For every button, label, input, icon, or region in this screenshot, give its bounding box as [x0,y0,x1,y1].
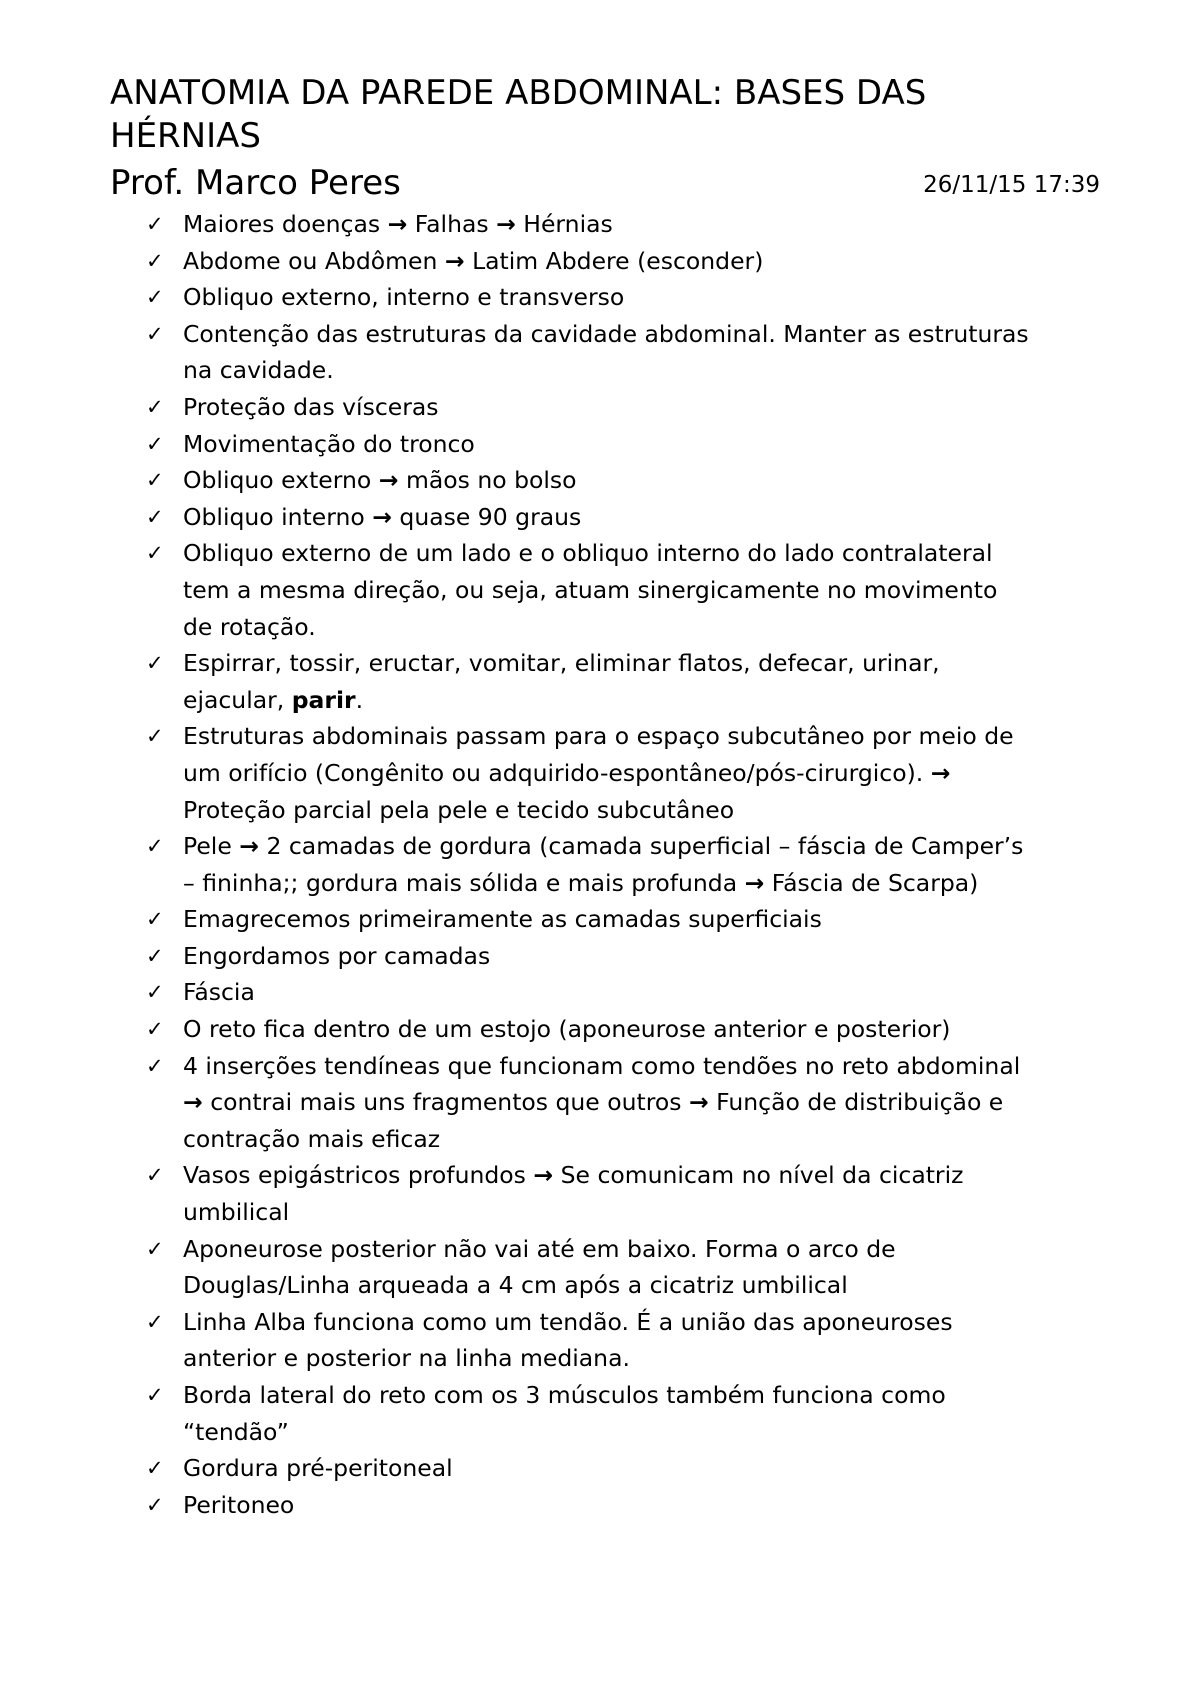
check-icon: ✓ [146,651,164,676]
timestamp: 26/11/15 17:39 [923,172,1100,198]
check-icon: ✓ [146,1456,164,1481]
list-item: ✓ Emagrecemos primeiramente as camadas superficiais [110,901,1070,938]
arrow-right-icon: → [744,868,765,897]
document-title [110,72,1070,158]
check-icon: ✓ [146,1236,164,1261]
check-icon: ✓ [146,1017,164,1042]
list-item: ✓ Abdome ou Abdômen → Latim Abdere (esconder) [110,243,1070,280]
author-row [110,160,1100,206]
list-item: ✓ Obliquo externo → mãos no bolso [110,462,1070,499]
arrow-right-icon: → [183,1088,203,1117]
check-icon: ✓ [146,431,164,456]
arrow-right-icon: → [387,210,408,238]
arrow-right-icon: → [378,466,399,495]
list-item: ✓ Gordura pré-peritoneal [110,1450,1070,1487]
check-icon: ✓ [146,1383,164,1407]
list-item: ✓ Maiores doenças → Falhas → Hérnias [110,206,1070,243]
check-icon: ✓ [146,980,164,1005]
arrow-right-icon: → [533,1161,554,1190]
list-item: ✓ Proteção das vísceras [110,389,1070,426]
check-icon: ✓ [146,248,164,273]
list-item: ✓ Obliquo externo de um lado e o obliquo interno do lado contralateral tem a mesma direção, ou seja, atuam sinergicamente no movimento de rotação. [110,535,1070,645]
check-icon: ✓ [146,834,164,859]
check-icon: ✓ [146,724,164,749]
check-icon: ✓ [146,541,164,566]
list-item: ✓ 4 inserções tendíneas que funcionam como tendões no reto abdominal → contrai mais uns fragmentos que outros → Função de distribuição e contração mais eficaz [110,1048,1070,1158]
arrow-right-icon: → [372,502,392,531]
list-item: ✓ Aponeurose posterior não vai até em baixo. Forma o arco de Douglas/Linha arqueada a 4 cm após a cicatriz umbilical [110,1231,1070,1304]
check-icon: ✓ [146,1163,164,1188]
title-line-1: ANATOMIA DA PAREDE ABDOMINAL: BASES DAS [110,73,927,113]
check-icon: ✓ [146,285,164,310]
check-icon: ✓ [146,1309,164,1334]
list-item: ✓ Borda lateral do reto com os 3 músculos também funciona como “tendão” [110,1377,1070,1450]
check-icon: ✓ [146,1492,164,1517]
check-icon: ✓ [146,504,164,529]
list-item: ✓ Linha Alba funciona como um tendão. É a união das aponeuroses anterior e posterior na linha mediana. [110,1304,1070,1377]
list-item: ✓ Peritoneo [110,1487,1070,1524]
list-item: ✓ Estruturas abdominais passam para o espaço subcutâneo por meio de um orifício (Congênito ou adquirido-espontâneo/pós-cirurgico). → Proteção parcial pela pele e tecido subcutâneo [110,718,1070,828]
check-icon: ✓ [146,943,164,968]
list-item: ✓ Obliquo externo, interno e transverso [110,279,1070,316]
list-item: ✓ Vasos epigástricos profundos → Se comunicam no nível da cicatriz umbilical [110,1157,1070,1230]
check-icon: ✓ [146,394,164,419]
check-icon: ✓ [146,212,164,236]
list-item: ✓ Engordamos por camadas [110,938,1070,975]
check-icon: ✓ [146,907,164,932]
list-item: ✓ Obliquo interno → quase 90 graus [110,499,1070,536]
arrow-right-icon: → [496,210,516,238]
check-icon: ✓ [146,468,164,493]
notes-list [110,206,1070,1523]
arrow-right-icon: → [930,758,951,787]
list-item: ✓ Espirrar, tossir, eructar, vomitar, eliminar flatos, defecar, urinar, ejacular, parir. [110,645,1070,718]
list-item: ✓ Pele → 2 camadas de gordura (camada superficial – fáscia de Camper’s – fininha;; gordura mais sólida e mais profunda → Fáscia de Scarpa) [110,828,1070,901]
list-item: ✓ Fáscia [110,974,1070,1011]
list-item: ✓ Movimentação do tronco [110,426,1070,463]
list-item: ✓ Contenção das estruturas da cavidade abdominal. Manter as estruturas na cavidade. [110,316,1070,389]
arrow-right-icon: → [239,832,259,861]
arrow-right-icon: → [688,1088,709,1117]
arrow-right-icon: → [444,246,465,275]
author-name: Prof. Marco Peres [110,163,401,203]
title-line-2: HÉRNIAS [110,116,261,156]
check-icon: ✓ [146,321,164,346]
check-icon: ✓ [146,1053,164,1078]
list-item: ✓ O reto fica dentro de um estojo (aponeurose anterior e posterior) [110,1011,1070,1048]
